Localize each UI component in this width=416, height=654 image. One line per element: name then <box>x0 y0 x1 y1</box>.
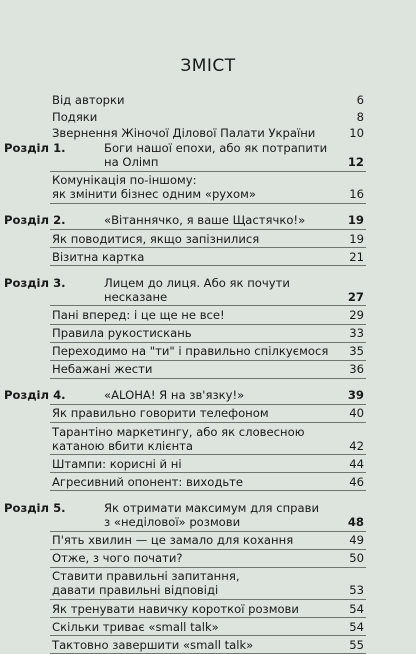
entry-label: як змінити бізнес одним «рухом» <box>52 187 256 202</box>
entry-label: на Олімп <box>104 155 159 170</box>
page-number: 10 <box>349 126 364 140</box>
separator-line <box>50 635 366 636</box>
separator-line <box>50 203 366 204</box>
page-number: 49 <box>349 533 364 548</box>
entry-label: «Вітаннячко, я ваше Щастячко!» <box>104 213 306 228</box>
separator-line <box>50 549 366 550</box>
page-number: 21 <box>349 249 364 264</box>
section-label: Розділ 5. <box>4 500 66 515</box>
entry-label: Штампи: корисні й ні <box>52 456 182 471</box>
entry-label: Як поводитися, якщо запізнилися <box>52 231 260 246</box>
section-label: Розділ 3. <box>4 275 66 290</box>
entry-label: Подяки <box>52 109 98 124</box>
separator-line <box>50 599 366 600</box>
separator-line <box>50 342 366 343</box>
separator-line <box>50 171 366 172</box>
separator-line <box>50 422 366 423</box>
page-number: 44 <box>349 456 364 471</box>
separator-line <box>50 378 366 379</box>
entry-label: Отже, з чого почати? <box>52 551 183 566</box>
separator-line <box>50 472 366 473</box>
page-number: 39 <box>347 388 364 403</box>
page-number: 46 <box>349 474 364 489</box>
separator-line <box>50 490 366 491</box>
separator-line <box>50 324 366 325</box>
entry-label: Лицем до лиця. Або як почути <box>104 275 290 290</box>
separator-line <box>50 567 366 568</box>
entry-label: Переходимо на "ти" і правильно спілкуємося <box>52 344 329 359</box>
separator-line <box>50 229 366 230</box>
entry-label: з «неділової» розмови <box>104 515 241 529</box>
entry-label: Тарантіно маркетингу, або як словесною <box>52 424 305 439</box>
entry-label: «ALOHA! Я на зв'язку!» <box>104 388 245 403</box>
page-number: 53 <box>349 583 364 598</box>
entry-label: Від авторки <box>52 93 125 107</box>
page-number: 8 <box>356 109 364 124</box>
page-number: 54 <box>349 601 364 616</box>
entry-label: Звернення Жіночої Ділової Палати України <box>52 126 316 140</box>
entry-label: Як отримати максимум для справи <box>104 500 319 515</box>
page-number: 55 <box>349 637 364 652</box>
separator-line <box>50 531 366 532</box>
separator-line <box>50 360 366 361</box>
section-label: Розділ 4. <box>4 388 66 403</box>
entry-label: Скільки триває «small talk» <box>52 619 219 634</box>
page-number: 29 <box>349 307 364 322</box>
entry-label: Правила рукостискань <box>52 326 192 340</box>
page-number: 33 <box>349 326 364 340</box>
entry-label: Візитна картка <box>52 249 145 264</box>
page-number: 35 <box>349 344 364 359</box>
entry-label: Тактовно завершити «small talk» <box>52 637 254 652</box>
entry-label: Як правильно говорити телефоном <box>52 406 269 421</box>
page-number: 6 <box>356 93 364 107</box>
separator-line <box>50 617 366 618</box>
page-number: 12 <box>347 155 364 170</box>
entry-label: Комунікація по-іншому: <box>52 173 197 188</box>
section-label: Розділ 2. <box>4 213 66 228</box>
separator-line <box>50 404 366 405</box>
entry-label: Агресивний опонент: виходьте <box>52 474 244 489</box>
entry-label: Ставити правильні запитання, <box>52 569 240 584</box>
entry-label: П'ять хвилин — це замало для кохання <box>52 533 294 548</box>
page-number: 36 <box>349 362 364 377</box>
page-number: 48 <box>347 515 364 529</box>
page-title: ЗМІСТ <box>180 56 236 76</box>
page-number: 40 <box>349 406 364 421</box>
page-number: 54 <box>349 619 364 634</box>
entry-label: несказане <box>104 289 168 304</box>
entry-label: Пані вперед: і це ще не все! <box>52 307 225 322</box>
separator-line <box>50 305 366 306</box>
separator-line <box>50 265 366 266</box>
separator-line <box>50 454 366 455</box>
entry-label: Боги нашої епохи, або як потрапити <box>104 141 328 155</box>
entry-label: Як тренувати навичку короткої розмови <box>52 601 299 616</box>
page-number: 19 <box>349 231 364 246</box>
page-number: 27 <box>347 289 364 304</box>
entry-label: катаною вбити клієнта <box>52 438 194 453</box>
entry-label: давати правильні відповіді <box>52 583 219 598</box>
page-number: 50 <box>349 551 364 566</box>
page-number: 16 <box>349 187 364 202</box>
page-number: 19 <box>347 213 364 228</box>
section-label: Розділ 1. <box>4 141 66 155</box>
separator-line <box>50 247 366 248</box>
entry-label: Небажані жести <box>52 362 153 377</box>
page-number: 42 <box>349 438 364 453</box>
